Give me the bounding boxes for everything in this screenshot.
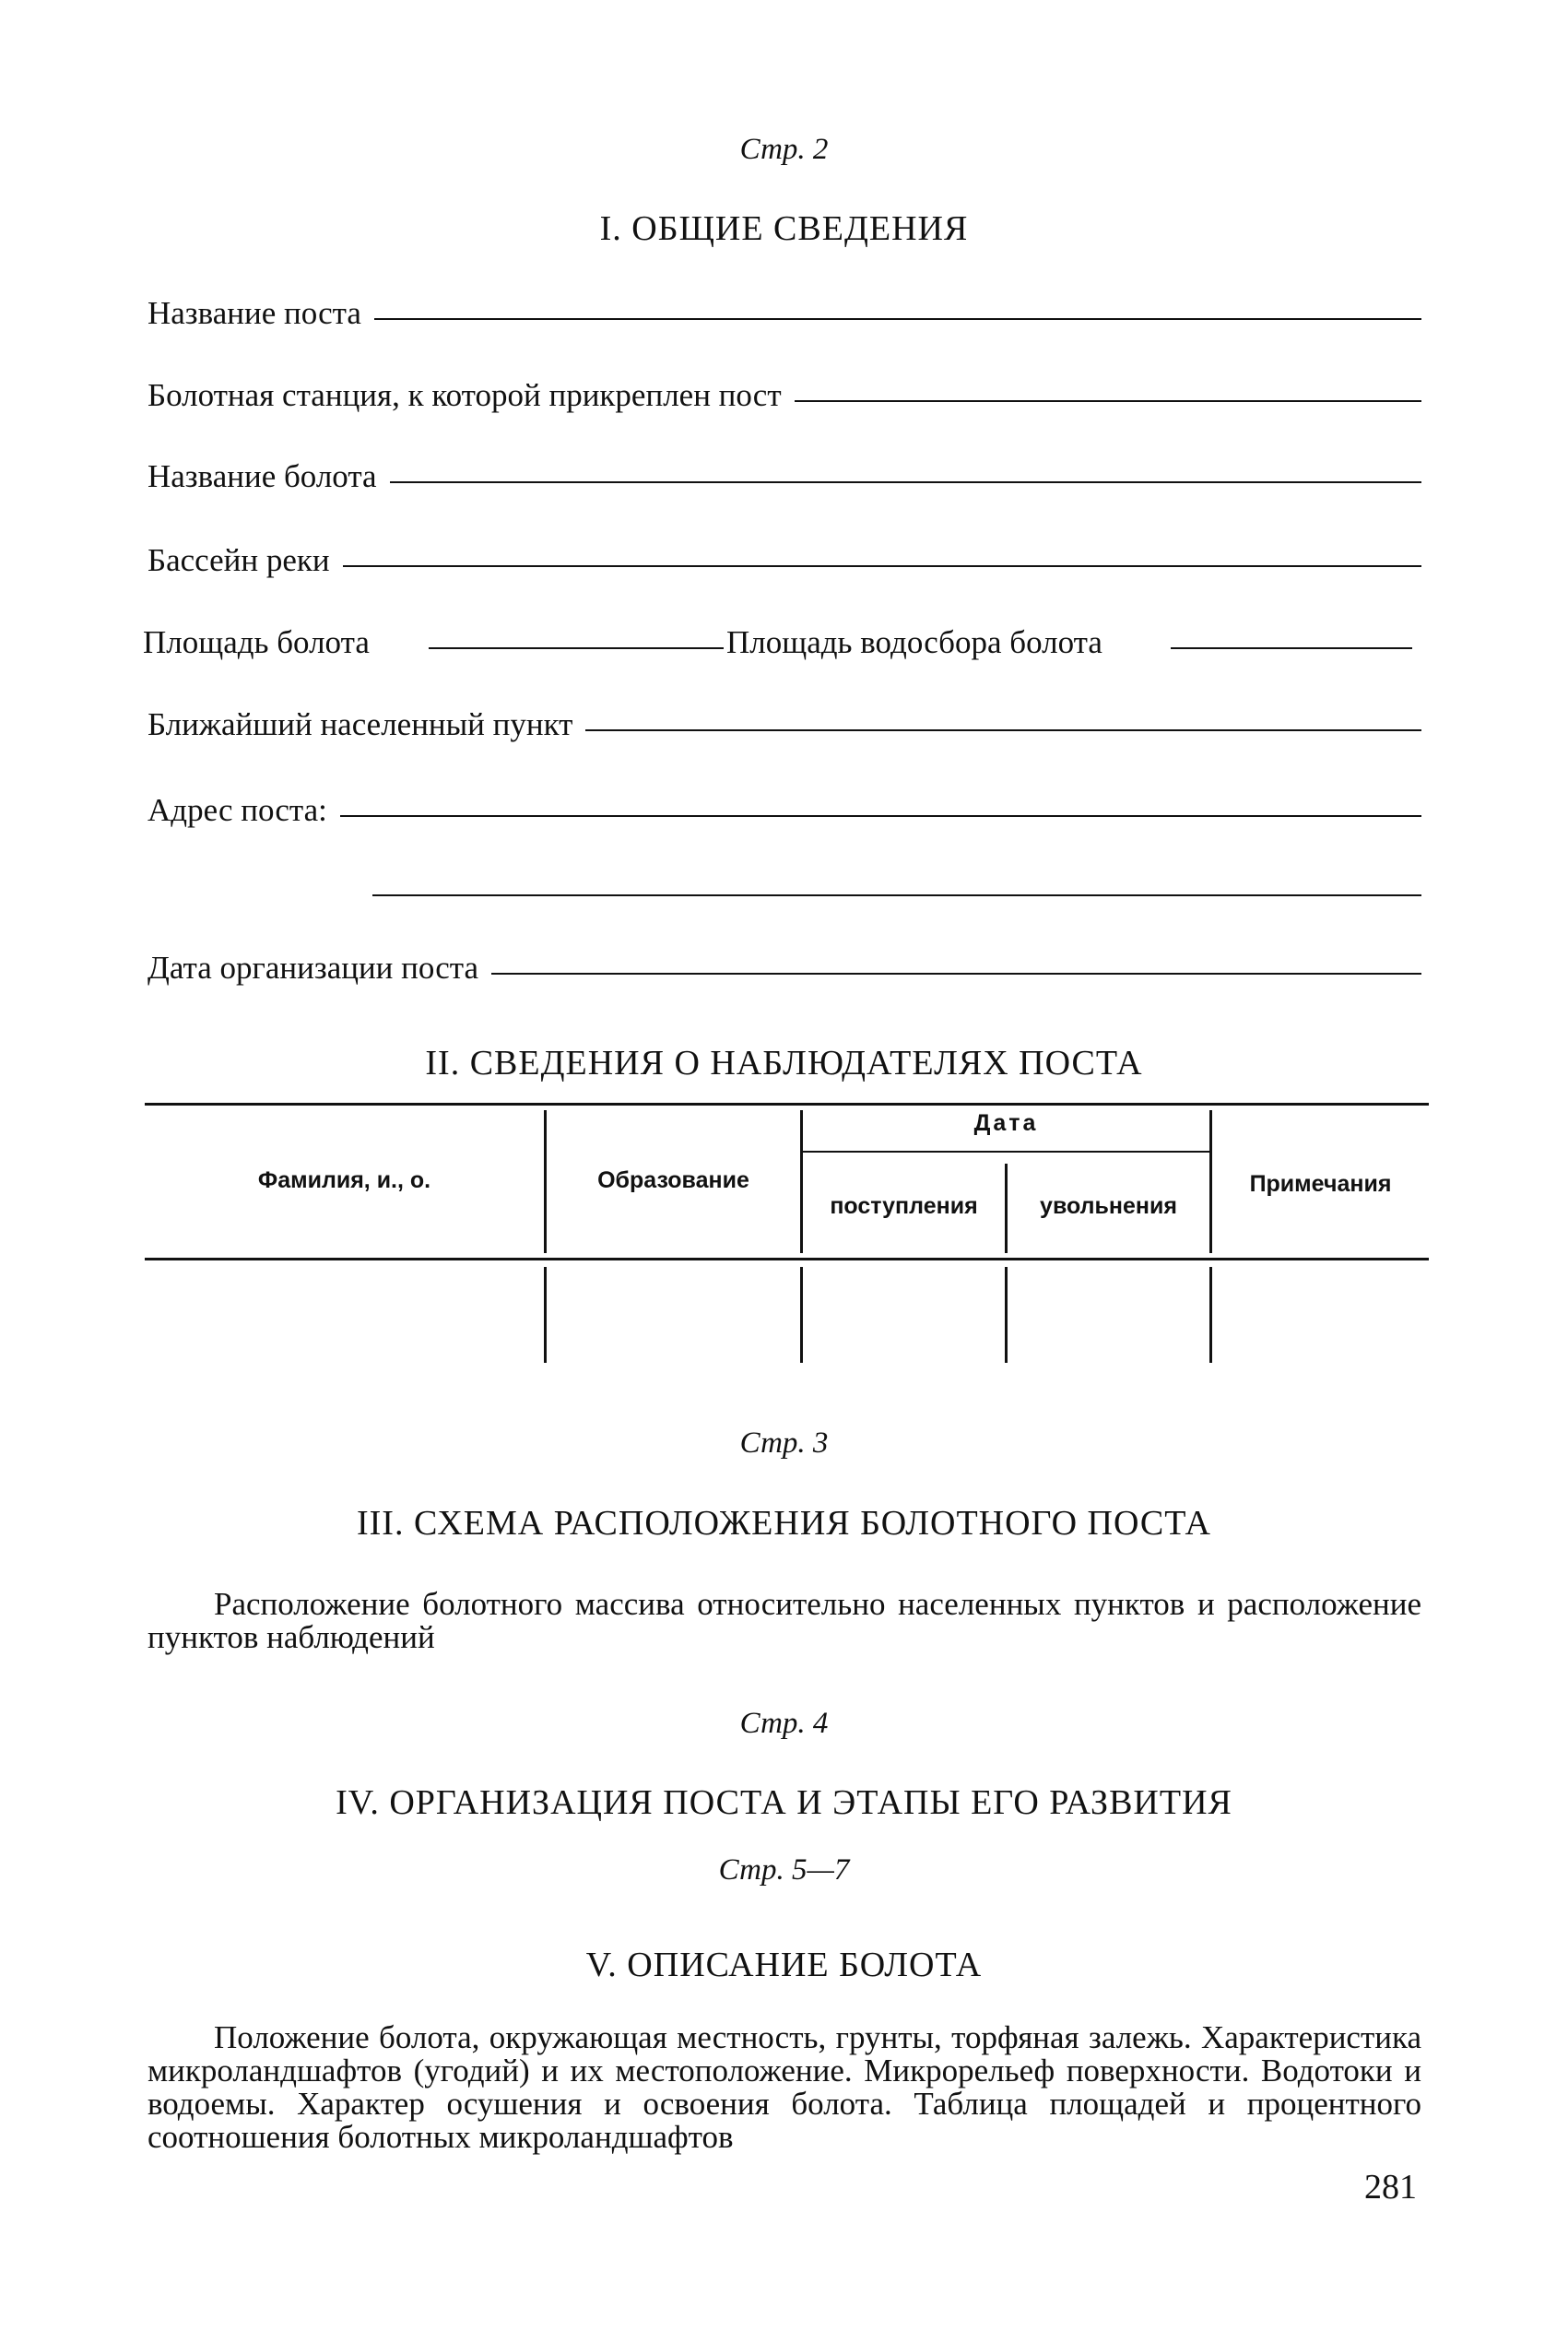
col-date-in-header: поступления	[830, 1193, 978, 1219]
col-date-out-header: увольнения	[1040, 1193, 1177, 1219]
bog-description-paragraph: Положение болота, окружающая местность, грунты, торфяная залежь. Характеристика микроландшафтов (угодий) и их местоположение. Микрорельеф поверхности. Водотоки и водоемы. Характер осушения и освоения болота. Таблица площадей и процентного соотношения болотных микроландшафтов	[147, 2019, 1421, 2155]
river-basin-label: Бассейн реки	[147, 542, 343, 579]
settlement-label: Ближайший населенный пункт	[147, 706, 585, 743]
org-date-label: Дата организации поста	[147, 950, 491, 987]
section-5-heading: V. ОПИСАНИЕ БОЛОТА	[585, 1946, 983, 1984]
col-date-header: Дата	[973, 1110, 1039, 1136]
table-top-rule	[145, 1103, 1429, 1106]
body-divider-2	[800, 1267, 803, 1363]
page-ref-4: Стр. 4	[739, 1707, 829, 1740]
address-line-2	[372, 894, 1421, 896]
page-ref-2: Стр. 2	[739, 133, 829, 166]
table-header-rule	[145, 1258, 1429, 1260]
page-ref-5-7: Стр. 5—7	[718, 1853, 850, 1887]
body-divider-1	[544, 1267, 547, 1363]
scheme-paragraph: Расположение болотного массива относительно населенных пунктов и расположение пунктов наблюдений	[147, 1586, 1421, 1655]
post-name-label: Название поста	[147, 295, 374, 332]
address-label: Адрес поста:	[147, 792, 340, 829]
col-name-header: Фамилия, и., о.	[257, 1167, 431, 1193]
section-1-heading: I. ОБЩИЕ СВЕДЕНИЯ	[599, 209, 969, 248]
catchment-area-line	[1171, 647, 1412, 649]
page-ref-3: Стр. 3	[739, 1426, 829, 1460]
col-education-header: Образование	[597, 1167, 749, 1193]
station-label: Болотная станция, к которой прикреплен пост	[147, 377, 795, 414]
bog-area-line	[429, 647, 724, 649]
col-notes-header: Примечания	[1249, 1171, 1392, 1197]
section-2-heading: II. СВЕДЕНИЯ О НАБЛЮДАТЕЛЯХ ПОСТА	[425, 1044, 1143, 1083]
section-4-heading: IV. ОРГАНИЗАЦИЯ ПОСТА И ЭТАПЫ ЕГО РАЗВИТИЯ	[336, 1783, 1232, 1822]
body-divider-4	[1209, 1267, 1212, 1363]
catchment-area-label: Площадь водосбора болота	[726, 624, 1115, 661]
bog-name-label: Название болота	[147, 458, 390, 495]
date-subheader-rule	[803, 1151, 1209, 1153]
bog-area-label: Площадь болота	[143, 624, 383, 661]
body-divider-3	[1005, 1267, 1008, 1363]
page-number: 281	[1364, 2168, 1417, 2207]
section-3-heading: III. СХЕМА РАСПОЛОЖЕНИЯ БОЛОТНОГО ПОСТА	[357, 1504, 1211, 1543]
